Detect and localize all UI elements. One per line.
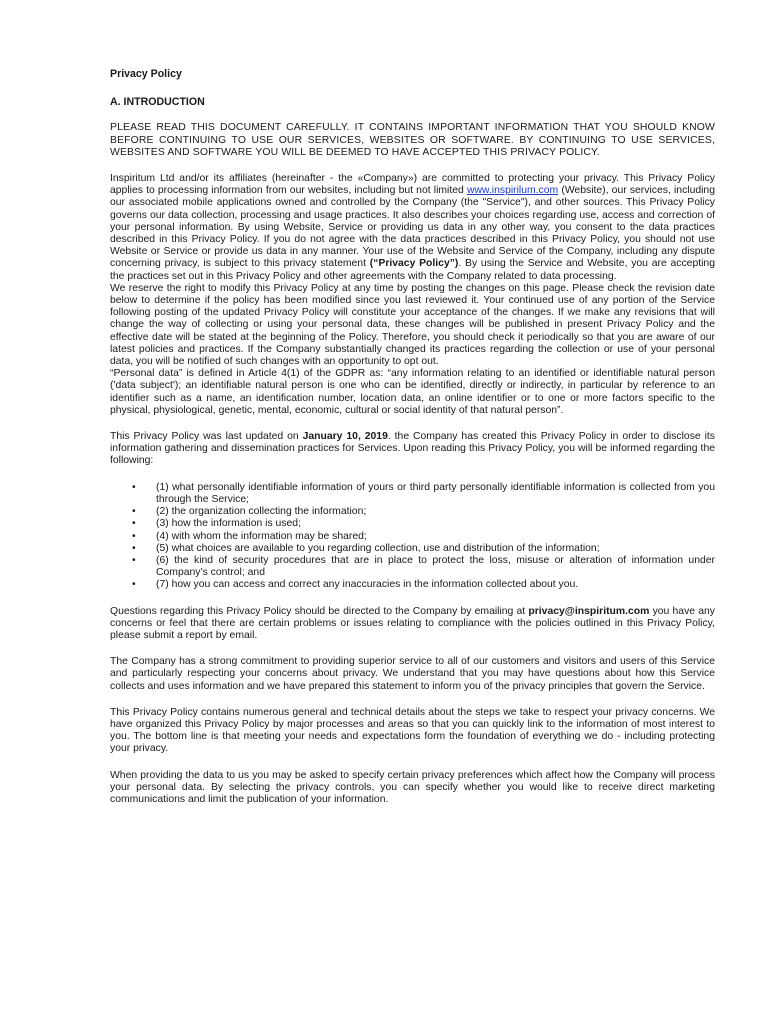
list-item bbox=[110, 518, 715, 530]
website-link[interactable]: www.inspirilum.com bbox=[466, 185, 559, 197]
modify-paragraph: We reserve the right to modify this Privacy Policy at any time by posting the changes on this page. Please check the revision date below to determine if the policy has been modified since you last reviewed it. Your continued use of any portion of the Service following posting of the updated Privacy Policy will constitute your acceptance of the changes. If we make any revisions that will change the way of collecting or using your personal data, these changes will be published in present Privacy Policy and the effective date will be stated at the beginning of the Policy. Therefore, you should check it periodically so that you are aware of our latest policies and practices. If the Company substantially changed its practices regarding the collection or use of your personal data, you will be notified of such changes with an opportunity to opt out. bbox=[110, 282, 715, 368]
updated-text-1: This Privacy Policy was last updated on bbox=[110, 431, 303, 443]
list-item-text: (3) how the information is used; bbox=[156, 518, 301, 530]
questions-text-1: Questions regarding this Privacy Policy should be directed to the Company by emailing at bbox=[110, 605, 529, 617]
details-paragraph: This Privacy Policy contains numerous general and technical details about the steps we take to respect your privacy concerns. We have organized this Privacy Policy by major processes and areas so that you can quickly link to the information of most interest to you. The bottom line is that meeting your needs and expectations form the foundation of everything we do - including protecting your privacy. bbox=[110, 706, 715, 755]
section-heading: A. INTRODUCTION bbox=[110, 96, 205, 109]
bullet-icon: • bbox=[132, 530, 136, 542]
intro-text-2: (Website), our services, including our associated mobile applications owned and controlled by the Company (the "Service"), and other sources. This Privacy Policy governs our data collection, processing and usage practices. It also describes your choices regarding use, access and correction of your personal information. By using Website, Service or providing us data in any other way, you consent to the data practices described in this Privacy Policy. If you do not agree with the data practices described in this Privacy Policy, you should not use Website or Service or provide us data in any manner. Your use of the Website and Service of the Company, including any dispute concerning privacy, is subject to this privacy statement bbox=[110, 185, 715, 270]
list-item-text: (1) what personally identifiable information of yours or third party personally identifiable information is collected from you through the Service; bbox=[156, 481, 715, 505]
providing-paragraph: When providing the data to us you may be asked to specify certain privacy preferences which affect how the Company will process your personal data. By selecting the privacy controls, you can specify whether you would like to receive direct marketing communications and limit the publication of your information. bbox=[110, 769, 715, 805]
list-item-text: (2) the organization collecting the information; bbox=[156, 506, 367, 518]
bullet-icon: • bbox=[132, 542, 136, 554]
updated-text-2: . the Company has created this Privacy Policy in order to disclose its information gathering and dissemination practices for Services. Upon reading this Privacy Policy, you will be informed regarding the following: bbox=[110, 431, 715, 467]
bullet-icon: • bbox=[132, 481, 136, 493]
list-item bbox=[110, 543, 715, 555]
list-item-text: (4) with whom the information may be shared; bbox=[156, 530, 367, 542]
list-item-text: (7) how you can access and correct any inaccuracies in the information collected about you. bbox=[156, 579, 579, 591]
list-item bbox=[110, 506, 715, 518]
list-item bbox=[110, 531, 715, 543]
intro-text-1: Inspiritum Ltd and/or its affiliates (hereinafter - the «Company») are committed to protecting your privacy. This Privacy Policy applies to processing information from our websites, including but not limited bbox=[110, 173, 715, 197]
bullet-icon: • bbox=[132, 554, 136, 566]
document-title: Privacy Policy bbox=[110, 68, 182, 80]
notice-paragraph: PLEASE READ THIS DOCUMENT CAREFULLY. IT CONTAINS IMPORTANT INFORMATION THAT YOU SHOULD KNOW BEFORE CONTINUING TO USE OUR SERVICES, WEBSITES OR SOFTWARE. BY CONTINUING TO USE SERVICES, WEBSITES AND SOFTWARE YOU WILL BE DEEMED TO HAVE ACCEPTED THIS PRIVACY POLICY. bbox=[110, 122, 715, 158]
document-page bbox=[110, 68, 715, 820]
questions-paragraph bbox=[110, 606, 715, 643]
commitment-paragraph: The Company has a strong commitment to providing superior service to all of our customers and visitors and users of this Service and particularly respecting your concerns about privacy. We understand that you may have questions about how this Service collects and uses information and we have prepared this statement to inform you of the privacy principles that govern the Service. bbox=[110, 656, 715, 692]
privacy-policy-term: (“Privacy Policy”) bbox=[369, 258, 459, 270]
list-item-text: (6) the kind of security procedures that are in place to protect the loss, misuse or alteration of information under Company’s control; and bbox=[156, 554, 715, 579]
intro-paragraph bbox=[110, 173, 715, 283]
updated-paragraph bbox=[110, 431, 715, 468]
intro-text-3: . By using the Service and Website, you are accepting the practices set out in this Privacy Policy and other agreements with the Company related to data processing. bbox=[110, 258, 715, 282]
updated-date: January 10, 2019 bbox=[302, 431, 388, 443]
bullet-icon: • bbox=[132, 579, 136, 591]
questions-text-2: you have any concerns or feel that there are certain problems or issues relating to compliance with the policies outlined in this Privacy Policy, please submit a report by email. bbox=[110, 605, 716, 641]
list-item bbox=[110, 579, 715, 591]
info-list bbox=[110, 482, 715, 592]
list-item bbox=[110, 555, 715, 579]
list-item bbox=[110, 482, 715, 506]
definition-paragraph: “Personal data” is defined in Article 4(1) of the GDPR as: “any information relating to an identified or identifiable natural person ('data subject'); an identifiable natural person is one who can be identified, directly or indirectly, in particular by reference to an identifier such as a name, an identification number, location data, an online identifier or to one or more factors specific to the physical, physiological, genetic, mental, economic, cultural or social identity of that natural person”. bbox=[110, 368, 715, 416]
contact-email: privacy@inspiritum.com bbox=[528, 605, 650, 617]
bullet-icon: • bbox=[132, 518, 136, 530]
list-item-text: (5) what choices are available to you regarding collection, use and distribution of the information; bbox=[156, 542, 600, 554]
bullet-icon: • bbox=[132, 506, 136, 518]
